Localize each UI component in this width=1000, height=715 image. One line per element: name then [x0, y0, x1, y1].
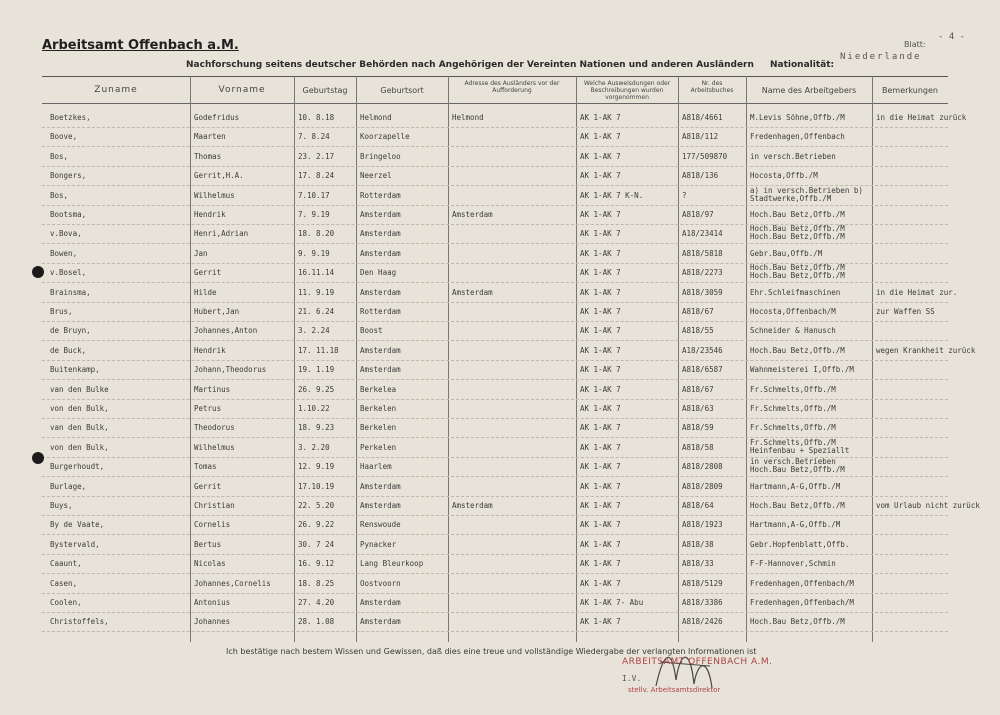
cell-documents: AK 1-AK 7: [580, 171, 621, 181]
table-row: [42, 245, 948, 264]
cell-birthplace: Oostvoorn: [360, 578, 401, 588]
cell-firstname: Johannes,Anton: [194, 326, 258, 336]
cell-documents: AK 1-AK 7: [580, 151, 621, 161]
cell-birthplace: Koorzapelle: [360, 132, 410, 142]
cell-workbook: A818/2273: [682, 268, 723, 278]
cell-workbook: A818/67: [682, 384, 714, 394]
table-row: [42, 575, 948, 594]
cell-surname: Boove,: [50, 132, 78, 142]
cell-workbook: A818/2808: [682, 462, 723, 472]
cell-birthplace: Renswoude: [360, 520, 401, 530]
cell-birthday: 11. 9.19: [298, 287, 335, 297]
table-header-rule: [42, 103, 948, 104]
cell-birthday: 9. 9.19: [298, 248, 330, 258]
sheet-label: Blatt:: [904, 40, 926, 49]
table-row: [42, 381, 948, 400]
cell-firstname: Gerrit: [194, 481, 222, 491]
cell-surname: de Buck,: [50, 345, 87, 355]
cell-firstname: Hubert,Jan: [194, 307, 240, 316]
cell-workbook: A818/1923: [682, 520, 723, 530]
table-row: [42, 613, 948, 632]
cell-birthday: 26. 9.22: [298, 520, 335, 530]
cell-documents: AK 1-AK 7: [580, 345, 621, 355]
cell-employer: M.Levis Söhne,Offb./M: [750, 113, 845, 122]
cell-birthday: 10. 8.18: [298, 113, 335, 122]
cell-workbook: A818/136: [682, 171, 719, 181]
cell-firstname: Godefridus: [194, 113, 240, 122]
cell-workbook: A818/2426: [682, 617, 723, 627]
cell-surname: Buys,: [50, 501, 73, 510]
cell-workbook: A818/64: [682, 501, 714, 510]
cell-birthday: 12. 9.19: [298, 462, 335, 472]
cell-firstname: Theodorus: [194, 423, 235, 433]
cell-workbook: A818/63: [682, 404, 714, 413]
cell-firstname: Nicolas: [194, 559, 226, 569]
cell-firstname: Christian: [194, 501, 235, 510]
nationality-value: Niederlande: [840, 52, 922, 62]
cell-remarks: zur Waffen SS: [876, 307, 935, 316]
cell-workbook: A818/58: [682, 442, 714, 452]
cell-employer: Hoch.Bau Betz,Offb./M: [750, 501, 845, 510]
cell-address: Amsterdam: [452, 210, 493, 219]
cell-birthplace: Amsterdam: [360, 345, 401, 355]
cell-employer: Hoch.Bau Betz,Offb./M Hoch.Bau Betz,Offb./M: [750, 263, 845, 281]
table-row: [42, 419, 948, 438]
cell-employer: Ehr.Schleifmaschinen: [750, 287, 841, 297]
cell-remarks: in die Heimat zurück: [876, 113, 967, 122]
table-row: [42, 187, 948, 206]
cell-employer: Wahnmeisterei I,Offb./M: [750, 365, 854, 375]
cell-birthplace: Rotterdam: [360, 307, 401, 316]
table-row: [42, 342, 976, 361]
column-header-workbook: Nr. des Arbeitsbuches: [690, 80, 734, 94]
cell-employer: Fredenhagen,Offenbach/M: [750, 598, 854, 607]
document-subtitle: Nachforschung seitens deutscher Behörden nach Angehörigen der Vereinten Nationen und anderen Ausländern: [186, 60, 754, 70]
cell-documents: AK 1-AK 7: [580, 442, 621, 452]
cell-employer: Fr.Schmelts,Offb./M: [750, 423, 836, 433]
cell-surname: Buitenkamp,: [50, 365, 100, 375]
cell-employer: Gebr.Bau,Offb./M: [750, 248, 823, 258]
cell-firstname: Johannes,Cornelis: [194, 578, 271, 588]
cell-firstname: Wilhelmus: [194, 442, 235, 452]
cell-documents: AK 1-AK 7: [580, 113, 621, 122]
cell-employer: Hoch.Bau Betz,Offb./M: [750, 210, 845, 219]
cell-employer: Hartmann,A-G,Offb./M: [750, 520, 841, 530]
cell-firstname: Johann,Theodorus: [194, 365, 267, 375]
column-header-employer: Name des Arbeitgebers: [761, 86, 857, 95]
cell-documents: AK 1-AK 7: [580, 268, 621, 278]
cell-documents: AK 1-AK 7: [580, 559, 621, 569]
cell-surname: de Bruyn,: [50, 326, 91, 336]
cell-birthday: 3. 2.20: [298, 442, 330, 452]
cell-documents: AK 1-AK 7: [580, 307, 621, 316]
column-header-documents: Welche Ausweisdungen oder Beschreibungen wurden vorgenommen: [583, 80, 671, 101]
cell-birthplace: Amsterdam: [360, 365, 401, 375]
cell-birthday: 17.10.19: [298, 481, 335, 491]
column-header-remarks: Bemerkungen: [881, 86, 938, 95]
cell-firstname: Henri,Adrian: [194, 229, 249, 239]
cell-surname: Casen,: [50, 578, 78, 588]
cell-workbook: A818/59: [682, 423, 714, 433]
cell-birthday: 16.11.14: [298, 268, 335, 278]
cell-documents: AK 1-AK 7: [580, 462, 621, 472]
cell-surname: Bos,: [50, 190, 69, 200]
column-header-birthday: Geburtstag: [302, 86, 348, 95]
cell-birthplace: Haarlem: [360, 462, 392, 472]
cell-surname: Brainsma,: [50, 287, 91, 297]
cell-birthplace: Pynacker: [360, 539, 397, 549]
cell-documents: AK 1-AK 7: [580, 520, 621, 530]
table-row: [42, 284, 958, 303]
cell-birthday: 23. 2.17: [298, 151, 335, 161]
table-row: [42, 555, 948, 574]
cell-employer: Gebr.Hopfenblatt,Offb.: [750, 539, 850, 549]
cell-surname: Bos,: [50, 151, 69, 161]
cell-workbook: A818/55: [682, 326, 714, 336]
cell-surname: von den Bulk,: [50, 442, 109, 452]
cell-employer: Hoch.Bau Betz,Offb./M: [750, 617, 845, 627]
cell-employer: Hoch.Bau Betz,Offb./M Hoch.Bau Betz,Offb./M: [750, 224, 845, 242]
cell-firstname: Maarten: [194, 132, 226, 142]
table-row: [42, 400, 948, 419]
cell-workbook: A818/38: [682, 539, 714, 549]
cell-birthplace: Berkelen: [360, 404, 397, 413]
cell-documents: AK 1-AK 7: [580, 423, 621, 433]
cell-surname: von den Bulk,: [50, 404, 109, 413]
cell-surname: By de Vaate,: [50, 520, 105, 530]
cell-documents: AK 1-AK 7: [580, 539, 621, 549]
cell-birthday: 26. 9.25: [298, 384, 335, 394]
cell-birthday: 19. 1.19: [298, 365, 335, 375]
cell-surname: Bongers,: [50, 171, 87, 181]
cell-workbook: A18/23546: [682, 345, 723, 355]
cell-birthplace: Perkelen: [360, 442, 397, 452]
column-header-surname: Zuname: [94, 85, 138, 95]
cell-address: Amsterdam: [452, 287, 493, 297]
cell-surname: Caaunt,: [50, 559, 82, 569]
cell-workbook: A818/67: [682, 307, 714, 316]
table-row: [42, 536, 948, 555]
cell-firstname: Thomas: [194, 151, 222, 161]
table-top-rule: [42, 76, 948, 77]
table-row: [42, 303, 948, 322]
table-row: [42, 458, 948, 477]
cell-birthday: 16. 9.12: [298, 559, 335, 569]
column-header-firstname: Vorname: [218, 85, 266, 95]
cell-birthplace: Rotterdam: [360, 190, 401, 200]
cell-birthplace: Neerzel: [360, 171, 392, 181]
cell-documents: AK 1-AK 7: [580, 617, 621, 627]
cell-birthday: 17. 8.24: [298, 171, 335, 181]
cell-surname: v.Bosel,: [50, 268, 87, 278]
cell-birthday: 3. 2.24: [298, 326, 330, 336]
cell-documents: AK 1-AK 7: [580, 365, 621, 375]
cell-employer: a) in versch.Betrieben b) Stadtwerke,Offb./M: [750, 185, 863, 203]
cell-workbook: ?: [682, 190, 687, 200]
cell-birthday: 21. 6.24: [298, 307, 335, 316]
cell-birthday: 7. 8.24: [298, 132, 330, 142]
cell-workbook: A818/5129: [682, 578, 723, 588]
cell-employer: Fredenhagen,Offenbach/M: [750, 578, 854, 588]
cell-firstname: Hendrik: [194, 210, 226, 219]
table-row: [42, 361, 948, 380]
cell-surname: Bowen,: [50, 248, 78, 258]
cell-employer: Hoch.Bau Betz,Offb./M: [750, 345, 845, 355]
cell-birthday: 18. 8.25: [298, 578, 335, 588]
cell-birthplace: Amsterdam: [360, 617, 401, 627]
cell-remarks: in die Heimat zur.: [876, 287, 958, 297]
cell-firstname: Tomas: [194, 462, 217, 472]
cell-surname: van den Bulke: [50, 384, 109, 394]
cell-birthplace: Lang Bleurkoop: [360, 559, 424, 569]
cell-birthplace: Amsterdam: [360, 229, 401, 239]
table-row: [42, 167, 948, 186]
table-row: [42, 497, 980, 516]
cell-employer: Fr.Schmelts,Offb./M: [750, 384, 836, 394]
certification-text: Ich bestätige nach bestem Wissen und Gewissen, daß dies eine treue und vollständige Wiedergabe der verlangten Informationen ist: [226, 647, 757, 656]
cell-firstname: Hendrik: [194, 345, 226, 355]
cell-birthday: 22. 5.20: [298, 501, 335, 510]
cell-birthday: 17. 11.18: [298, 345, 339, 355]
cell-employer: Fr.Schmelts,Offb./M: [750, 404, 836, 413]
cell-birthday: 7.10.17: [298, 190, 330, 200]
cell-documents: AK 1-AK 7: [580, 132, 621, 142]
table-row: [42, 128, 948, 147]
cell-birthplace: Amsterdam: [360, 481, 401, 491]
cell-documents: AK 1-AK 7: [580, 578, 621, 588]
cell-documents: AK 1-AK 7: [580, 287, 621, 297]
cell-address: Helmond: [452, 113, 484, 122]
cell-birthplace: Amsterdam: [360, 210, 401, 219]
cell-surname: v.Bova,: [50, 229, 82, 239]
sheet-number: - 4 -: [938, 32, 966, 42]
cell-birthplace: Berkelea: [360, 384, 397, 394]
column-header-address: Adresse des Ausländers vor der Aufforderung: [464, 80, 560, 94]
cell-firstname: Johannes: [194, 617, 231, 627]
table-row: [42, 478, 948, 497]
cell-firstname: Bertus: [194, 539, 222, 549]
cell-workbook: A818/3386: [682, 598, 723, 607]
cell-surname: Brus,: [50, 307, 73, 316]
cell-workbook: A818/6587: [682, 365, 723, 375]
cell-surname: van den Bulk,: [50, 423, 109, 433]
nationality-label: Nationalität:: [770, 60, 835, 70]
table-row: [42, 516, 948, 535]
cell-birthplace: Berkelen: [360, 423, 397, 433]
cell-workbook: A818/5818: [682, 248, 723, 258]
cell-documents: AK 1-AK 7: [580, 326, 621, 336]
office-title: Arbeitsamt Offenbach a.M.: [42, 38, 239, 53]
cell-birthday: 27. 4.20: [298, 598, 335, 607]
cell-documents: AK 1-AK 7: [580, 229, 621, 239]
cell-birthplace: Boost: [360, 326, 383, 336]
cell-birthplace: Amsterdam: [360, 598, 401, 607]
cell-workbook: A818/97: [682, 210, 714, 219]
cell-documents: AK 1-AK 7- Abu: [580, 598, 644, 607]
column-header-birthplace: Geburtsort: [380, 86, 424, 95]
cell-birthplace: Amsterdam: [360, 501, 401, 510]
cell-firstname: Jan: [194, 248, 208, 258]
cell-birthday: 30. 7 24: [298, 539, 335, 549]
cell-employer: Schneider & Hanusch: [750, 326, 836, 336]
cell-documents: AK 1-AK 7: [580, 501, 621, 510]
cell-firstname: Hilde: [194, 287, 217, 297]
punch-hole: [32, 266, 44, 278]
cell-birthplace: Amsterdam: [360, 248, 401, 258]
cell-birthplace: Den Haag: [360, 268, 397, 278]
cell-birthday: 1.10.22: [298, 404, 330, 413]
cell-birthplace: Amsterdam: [360, 287, 401, 297]
cell-birthplace: Helmond: [360, 113, 392, 122]
cell-firstname: Martinus: [194, 384, 231, 394]
cell-firstname: Gerrit,H.A.: [194, 171, 244, 181]
cell-documents: AK 1-AK 7: [580, 210, 621, 219]
table-row: [42, 225, 948, 244]
cell-remarks: wegen Krankheit zurück: [876, 345, 976, 355]
cell-birthplace: Bringeloo: [360, 151, 401, 161]
cell-workbook: 177/509870: [682, 151, 728, 161]
cell-surname: Bystervald,: [50, 539, 100, 549]
table-row: [42, 206, 948, 225]
cell-address: Amsterdam: [452, 501, 493, 510]
cell-documents: AK 1-AK 7: [580, 404, 621, 413]
cell-documents: AK 1-AK 7 K-N.: [580, 190, 644, 200]
cell-documents: AK 1-AK 7: [580, 481, 621, 491]
cell-birthday: 7. 9.19: [298, 210, 330, 219]
cell-employer: in versch.Betrieben: [750, 151, 836, 161]
cell-birthday: 28. 1.08: [298, 617, 335, 627]
table-row: [42, 264, 948, 283]
cell-employer: in versch.Betrieben Hoch.Bau Betz,Offb./M: [750, 457, 845, 475]
cell-workbook: A818/33: [682, 559, 714, 569]
cell-firstname: Antonius: [194, 598, 231, 607]
cell-employer: Fr.Schmelts,Offb./M Heinfenbau + Speziallt: [750, 437, 850, 455]
cell-birthday: 18. 8.20: [298, 229, 335, 239]
cell-surname: Coolen,: [50, 598, 82, 607]
cell-firstname: Wilhelmus: [194, 190, 235, 200]
cell-firstname: Petrus: [194, 404, 222, 413]
cell-surname: Burlage,: [50, 481, 87, 491]
table-row: [42, 594, 948, 613]
cell-workbook: A818/112: [682, 132, 719, 142]
cell-employer: Hocosta,Offenbach/M: [750, 307, 836, 316]
stamp-role: stellv. Arbeitsamtsdirektor: [628, 686, 721, 694]
cell-employer: F-F-Hannover,Schmin: [750, 559, 836, 569]
cell-surname: Burgerhoudt,: [50, 462, 105, 472]
punch-hole: [32, 452, 44, 464]
stamp-office: ARBEITSAMT OFFENBACH A.M.: [622, 657, 773, 667]
cell-workbook: A818/4661: [682, 113, 723, 122]
cell-workbook: A18/23414: [682, 229, 723, 239]
stamp-iv: I.V.: [622, 674, 642, 683]
table-row: [42, 148, 948, 167]
cell-documents: AK 1-AK 7: [580, 384, 621, 394]
cell-workbook: A818/2809: [682, 481, 723, 491]
cell-employer: Fredenhagen,Offenbach: [750, 132, 845, 142]
cell-firstname: Cornelis: [194, 520, 231, 530]
cell-surname: Bootsma,: [50, 210, 87, 219]
cell-birthday: 18. 9.23: [298, 423, 335, 433]
cell-documents: AK 1-AK 7: [580, 248, 621, 258]
cell-workbook: A818/3059: [682, 287, 723, 297]
cell-surname: Christoffels,: [50, 617, 109, 627]
table-row: [42, 439, 948, 458]
table-row: [42, 109, 967, 128]
cell-surname: Boetzkes,: [50, 113, 91, 122]
cell-remarks: vom Urlaub nicht zurück: [876, 501, 980, 510]
cell-firstname: Gerrit: [194, 268, 222, 278]
cell-employer: Hocosta,Offb./M: [750, 171, 818, 181]
table-row: [42, 322, 948, 341]
cell-employer: Hartmann,A-G,Offb./M: [750, 481, 841, 491]
